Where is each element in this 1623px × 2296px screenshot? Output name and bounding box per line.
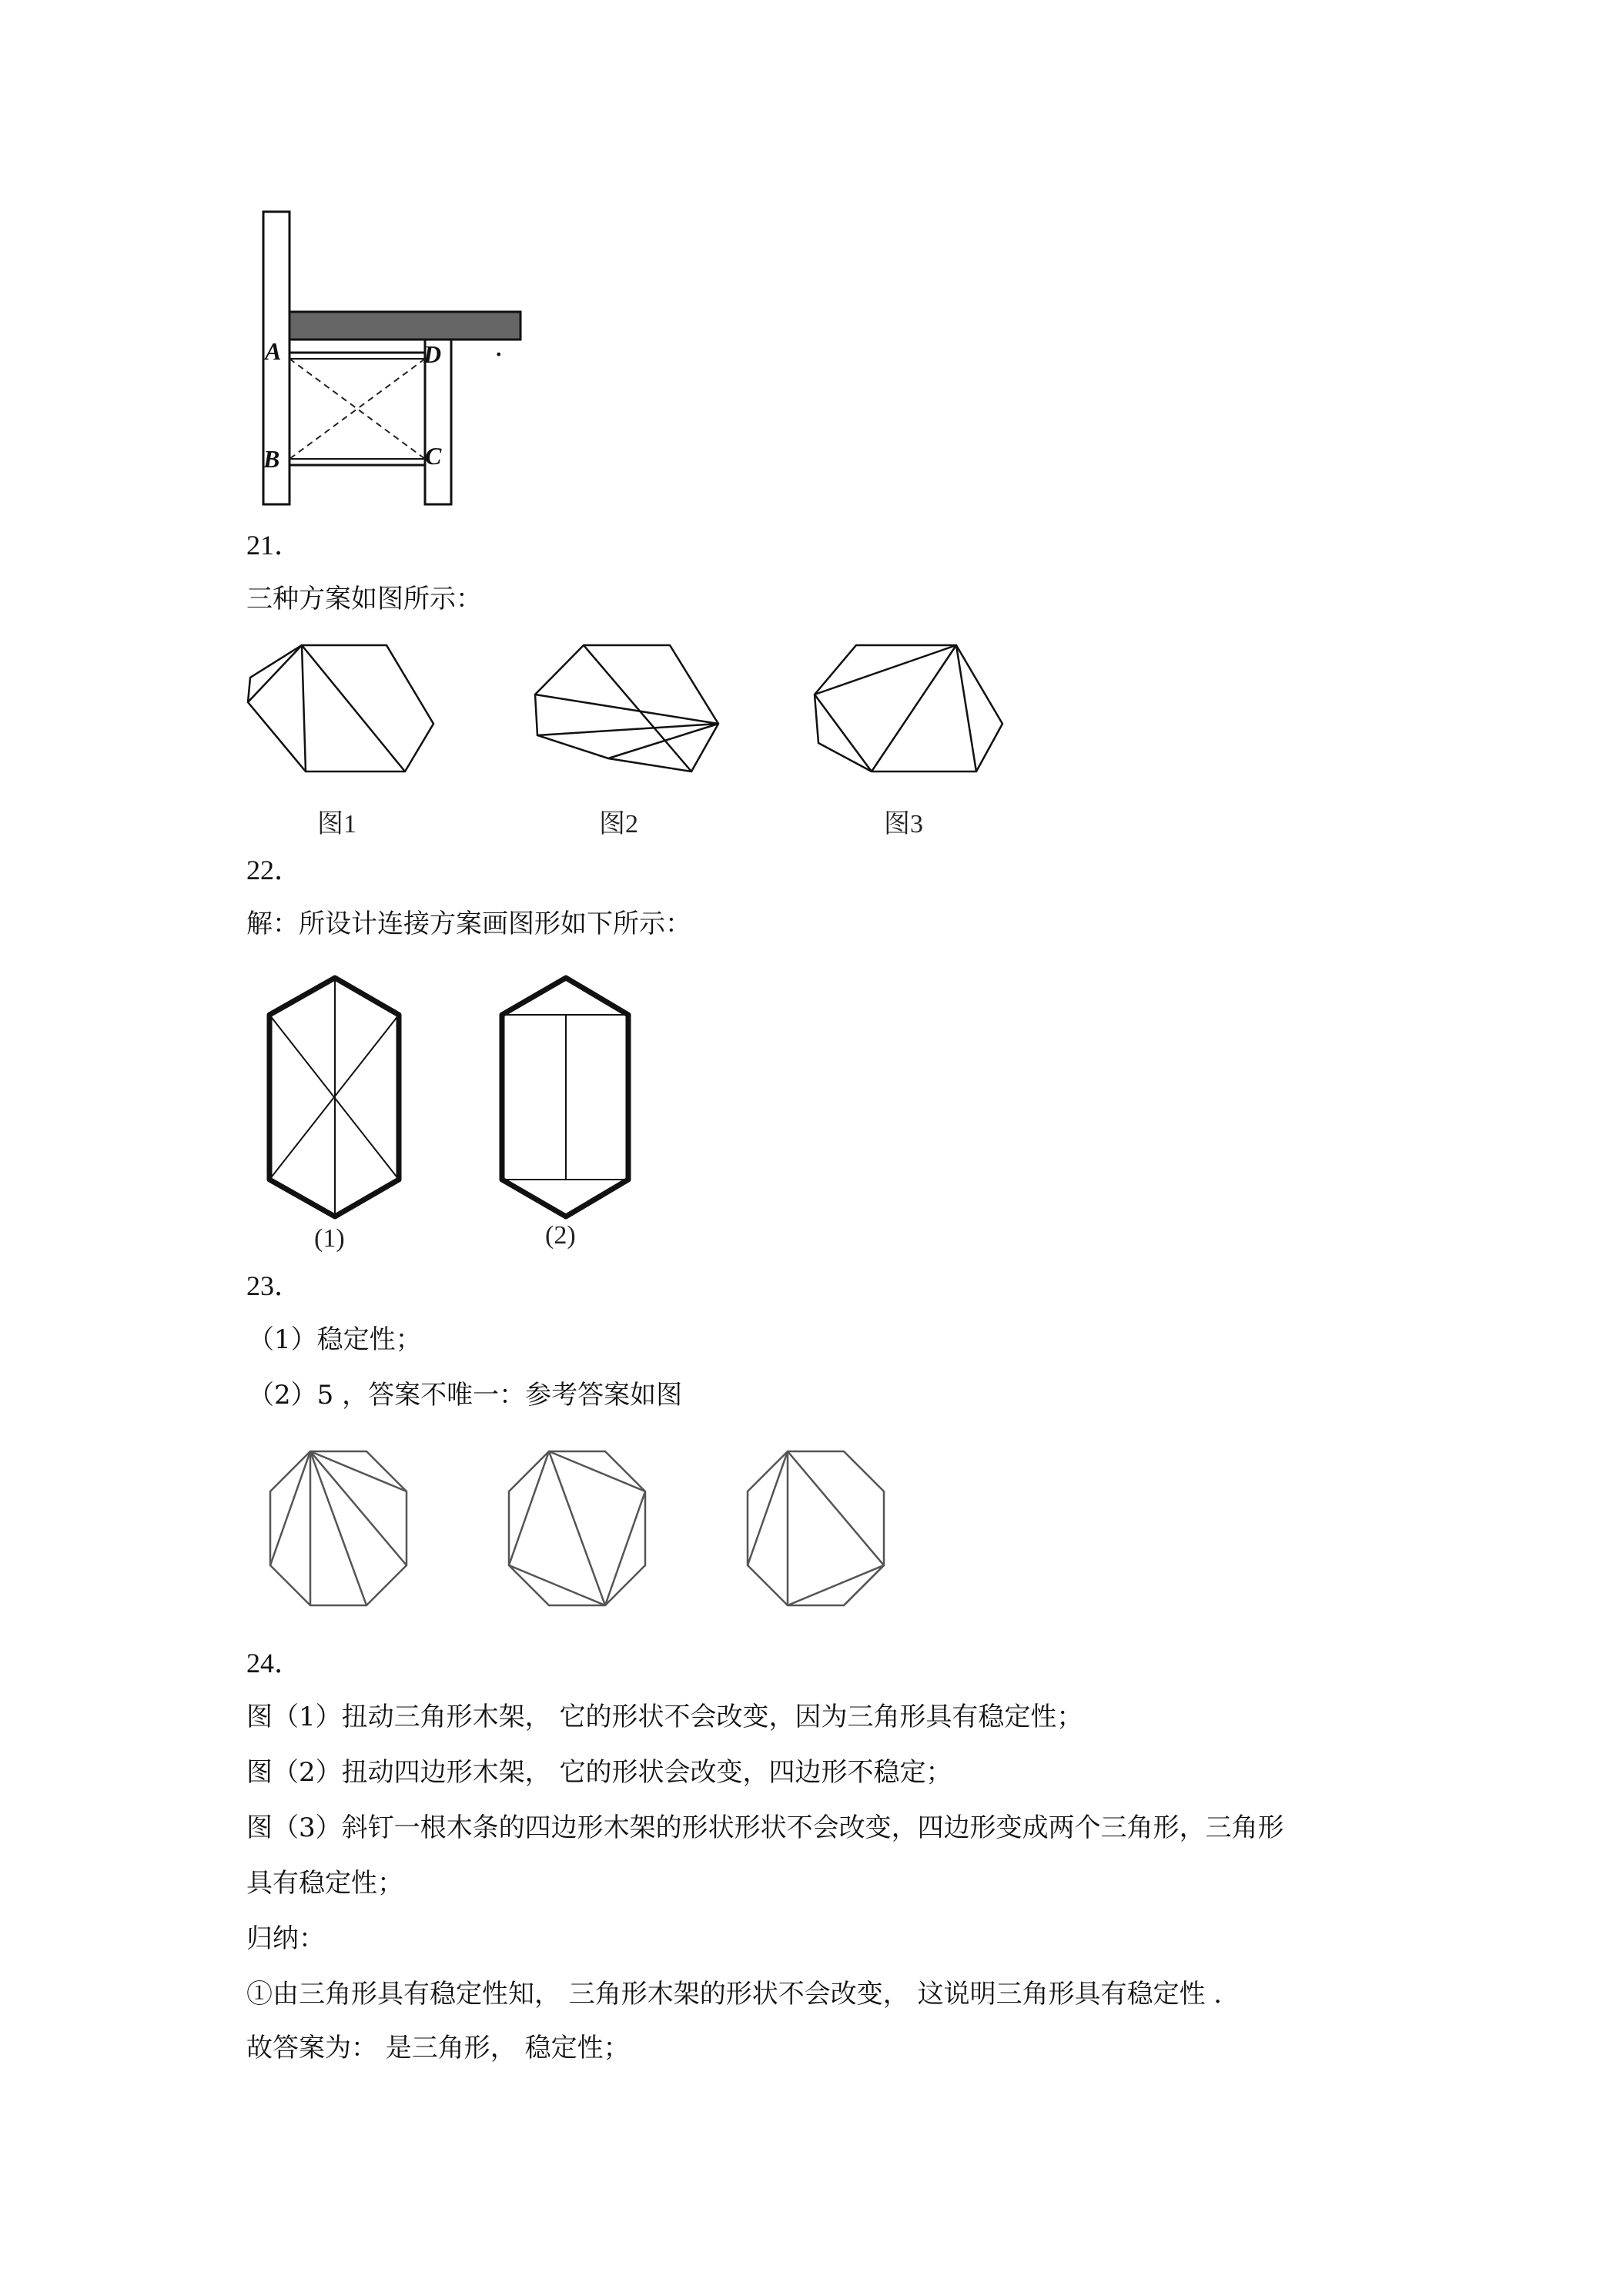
q22-caption-1: (1) <box>314 1224 345 1253</box>
question-24-line-4: 具有稳定性； <box>246 1868 403 1899</box>
q22-figure-1 <box>269 978 399 1217</box>
question-21-text: 三种方案如图所示： <box>246 584 482 614</box>
label-a: A <box>265 337 282 365</box>
q22-figure-2 <box>502 978 628 1217</box>
q23-octagon-3 <box>748 1451 884 1605</box>
q21-figures <box>231 631 1039 785</box>
question-24-line-6: ①由三角形具有稳定性知， 三角形木架的形状不会改变， 这说明三角形具有稳定性 ． <box>246 1979 1240 2010</box>
q21-figure-2 <box>535 645 718 771</box>
question-24-number: 24． <box>246 1648 303 1678</box>
q21-caption-1: 图1 <box>317 810 356 838</box>
question-24-line-3: 图（3）斜钉一根木条的四边形木架的形状形状不会改变，四边形变成两个三角形，三角形 <box>246 1812 1284 1843</box>
question-24-line-2: 图（2）扭动四边形木架， 它的形状会改变，四边形不稳定； <box>246 1757 952 1788</box>
question-22-text: 解：所设计连接方案画图形如下所示： <box>246 909 691 939</box>
label-d: D <box>423 340 442 368</box>
q21-caption-2: 图2 <box>599 810 638 838</box>
chair-trailing-dot: . <box>494 331 504 363</box>
question-22-number: 22． <box>246 855 303 885</box>
question-24-line-5: 归纳： <box>246 1923 325 1954</box>
q23-octagon-1 <box>270 1451 407 1605</box>
q23-figures <box>254 1448 932 1625</box>
question-23-number: 23． <box>246 1270 303 1301</box>
question-21-number: 21． <box>246 530 303 561</box>
q22-figures <box>254 970 670 1224</box>
question-23-line-1: （1）稳定性； <box>248 1324 422 1355</box>
question-24-line-7: 故答案为： 是三角形， 稳定性； <box>246 2033 630 2063</box>
q22-caption-2: (2) <box>545 1221 576 1250</box>
q21-caption-3: 图3 <box>884 810 923 838</box>
question-24-line-1: 图（1）扭动三角形木架， 它的形状不会改变，因为三角形具有稳定性； <box>246 1702 1083 1732</box>
q21-figure-1 <box>248 645 433 771</box>
q21-figure-3 <box>815 645 1002 771</box>
label-b: B <box>263 445 280 473</box>
question-23-line-2: （2）5 ，答案不唯一：参考答案如图 <box>248 1380 683 1411</box>
label-c: C <box>425 442 442 470</box>
q23-octagon-2 <box>509 1451 645 1605</box>
